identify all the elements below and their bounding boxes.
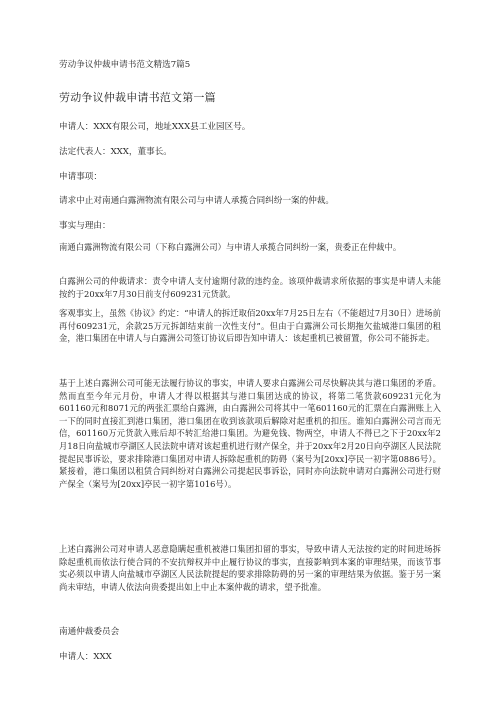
facts-heading: 事实与理由： — [59, 221, 111, 231]
paragraph: 基于上述白露洲公司可能无法履行协议的事实，申请人要求白露洲公司尽快解决其与港口集团的矛盾。然而直至今年元月份，申请人才得以根据其与港口集团达成的协议，将第二笔货款609231元化为601160元和8071元的两张汇票给白露洲，由白露洲公司将其中一笔601160元的汇票在白露洲账上入一下的同时直接汇到港口集团，港口集团在收到该款项后解除对起重机的扣压。谁知白露洲公司言而无信，601160万元货款入账后却不转汇给港口集团。为避免钱、物两空，申请人不得已之下于20xx年2月18日向盐城市亭湖区人民法院申请对该起重机进行财产保全，并于20xx年2月20日向亭湖区人民法院提起民事诉讼，要求排除港口集团对申请人拆除起重机的防碍（案号为[20xx]亭民一初字第0886号）。紧接着，港口集团以租赁合同纠纷对白露洲公司提起民事诉讼，同时亦向法院申请对白露洲公司进行财产保全（案号为[20xx]亭民一初字第1016号）。 — [59, 378, 441, 489]
applicant-line: 申请人：XXX有限公司，地址XXX县工业园区号。 — [59, 122, 251, 132]
legal-rep-line: 法定代表人：XXX，董事长。 — [59, 147, 172, 157]
signature-line: 申请人：XXX — [59, 652, 112, 662]
request-heading: 申请事项： — [59, 172, 102, 182]
document-title: 劳动争议仲裁申请书范文第一篇 — [59, 91, 216, 104]
paragraph: 南通白露洲物流有限公司（下称白露洲公司）与申请人承揽合同纠纷一案，贵委正在仲裁中。 — [59, 242, 402, 252]
paragraph: 上述白露洲公司对申请人恶意隐瞒起重机被港口集团扣留的事实，导致申请人无法按约定的时间进场拆除起重机而依法行使合同的不安抗辩权并中止履行协议的事实，直接影响到本案的审理结果，而该节事实必须以申请人向盐城市亭湖区人民法院提起的要求排除防碍的另一案的审理结果为依据。鉴于另一案尚未审结，申请人依法向贵委提出如上中止本案仲裁的请求，望予批准。 — [59, 544, 441, 592]
paragraph: 客观事实上，虽然《协议》约定：“申请人的拆迁取佰20xx年7月25日左右（不能超过7月30日）进场前再付609231元，余款25万元拆卸结束前一次性支付”。但由于白露洲公司长期拖欠盐城港口集团的租金，港口集团在申请人与白露洲公司签订协议后即告知申请人：该起重机已被留置，你公司不能拆走。 — [59, 308, 441, 344]
document-header: 劳动争议仲裁申请书范文精选7篇5 — [59, 60, 191, 70]
request-line: 请求中止对南通白露洲物流有限公司与申请人承揽合同纠纷一案的仲裁。 — [59, 196, 335, 206]
closing-line: 南通仲裁委员会 — [59, 627, 120, 637]
paragraph: 白露洲公司的仲裁请求：责令申请人支付逾期付款的违约金。该项仲裁请求所依据的事实是申请人未能按约于20xx年7月30日前支付609231元货款。 — [59, 276, 441, 299]
